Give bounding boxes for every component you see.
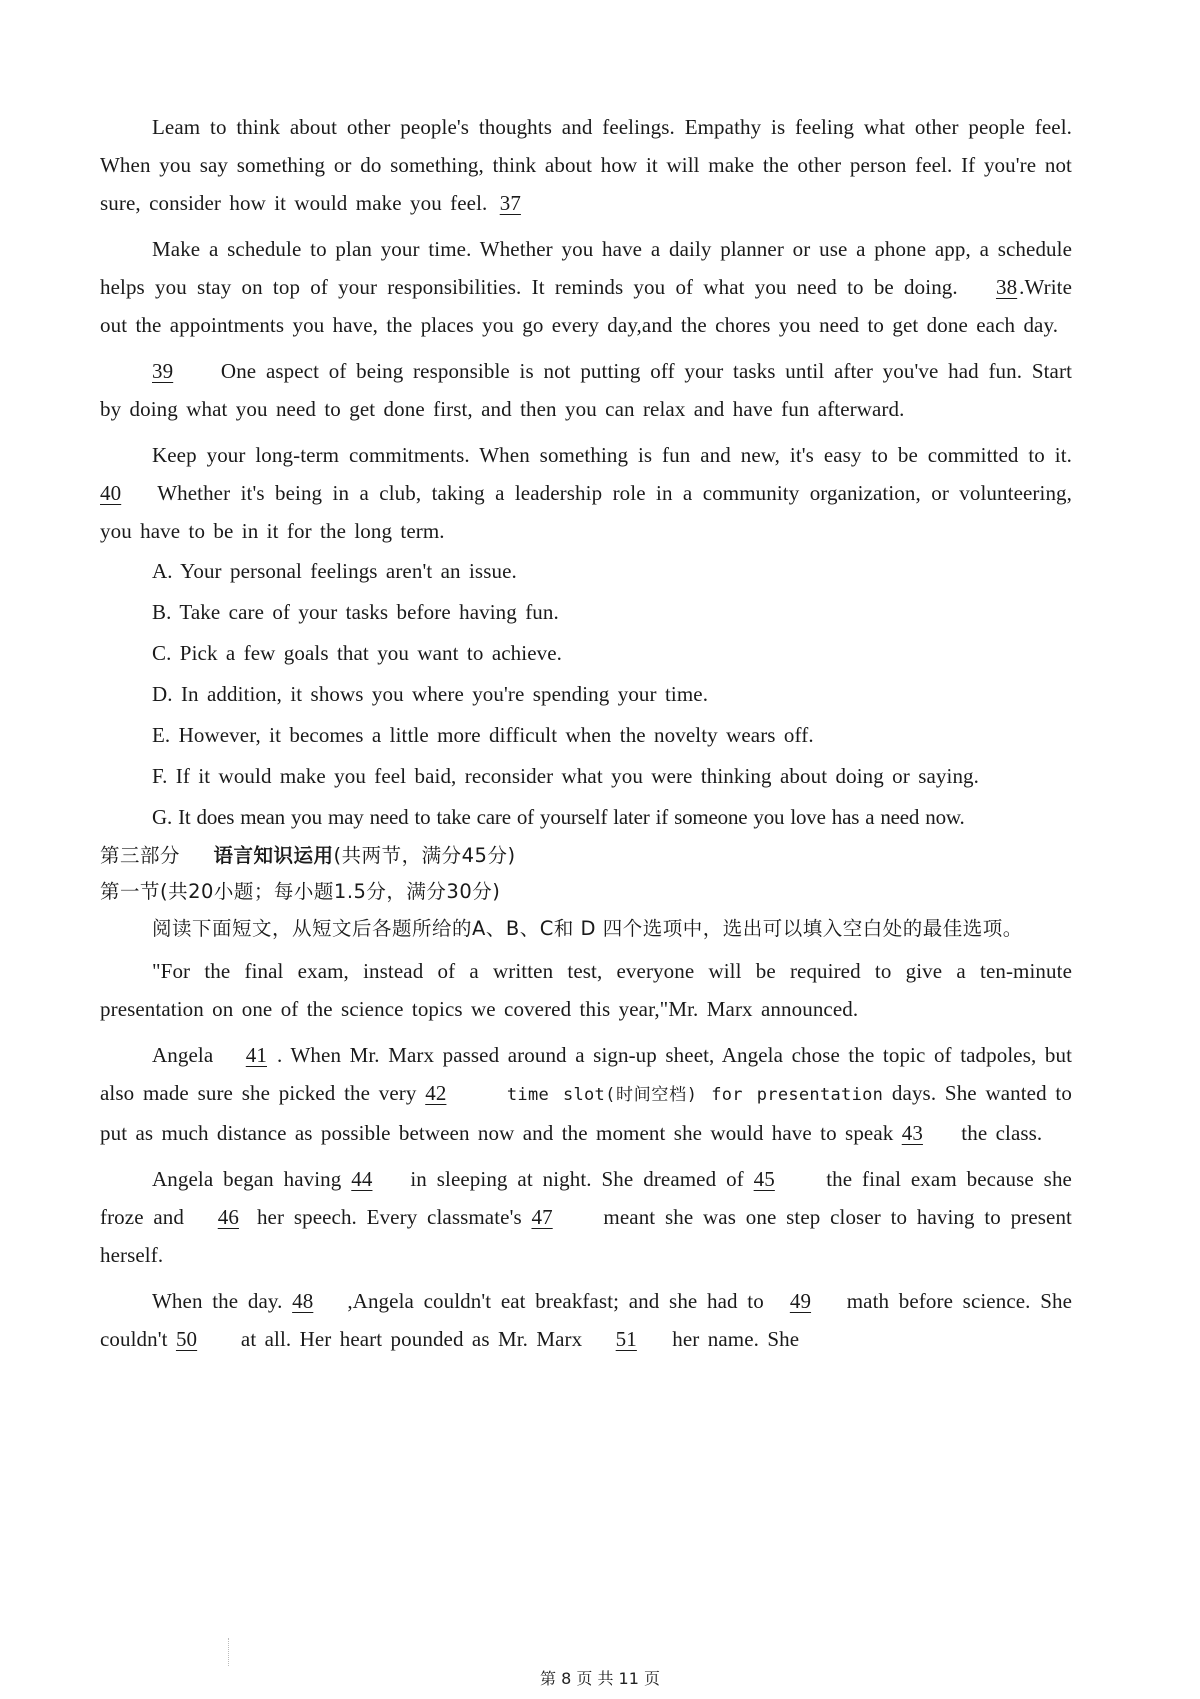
option-d: D. In addition, it shows you where you're spending your time. [152, 682, 709, 706]
blank-38: 38 [995, 275, 1018, 299]
blank-49: 49 [789, 1289, 812, 1313]
page-footer: 第 8 页 共 11 页 [540, 1669, 660, 1688]
paragraph-text: in sleeping at night. She dreamed of [400, 1167, 754, 1191]
paragraph-responsible [100, 352, 1072, 428]
blank-40: 40 [100, 481, 122, 505]
paragraph-schedule [100, 230, 1072, 344]
time-slot-text: time slot(时间空档) for presentation [506, 1085, 884, 1105]
paragraph-text: at all. Her heart pounded as Mr. Marx [232, 1327, 591, 1351]
paragraph-text: Make a schedule to plan your time. Whether you have a daily planner or use a phone app, a schedule helps you stay on top of your responsibilities. It reminds you of what you need to be doing. [100, 237, 1072, 299]
option-c: C. Pick a few goals that you want to achieve. [152, 641, 562, 665]
part-title: 语言知识运用 [213, 844, 334, 867]
paragraph-empathy [100, 108, 1072, 222]
blank-39: 39 [152, 359, 174, 383]
blank-48: 48 [292, 1289, 314, 1313]
paragraph-text: Angela [152, 1043, 222, 1067]
paragraph-text: Angela began having [152, 1167, 352, 1191]
blank-42: 42 [425, 1081, 447, 1105]
paragraph-text: math before science. She couldn't [100, 1289, 1072, 1351]
paragraph-text: her name. She [663, 1327, 800, 1351]
paragraph-text: When the day. [152, 1289, 293, 1313]
page-content [100, 108, 1072, 1366]
part-label: 第三部分 [100, 844, 181, 867]
options-list [100, 556, 1072, 832]
section-heading [100, 838, 1072, 874]
paragraph-text: days. She wanted to put as much distance as possible between now and the moment she would have to speak [100, 1081, 1072, 1145]
part-note: (共两节，满分45分) [333, 844, 516, 867]
passage-paragraph-1: "For the final exam, instead of a written test, everyone will be required to give a ten-minute presentation on one of the science topics we covered this year,"Mr. Marx announced. [100, 959, 1072, 1021]
blank-37: 37 [499, 191, 521, 215]
blank-43: 43 [901, 1121, 923, 1145]
blank-51: 51 [615, 1327, 637, 1351]
paragraph-text: the final exam because she froze and [100, 1167, 1072, 1229]
blank-44: 44 [351, 1167, 373, 1191]
passage-paragraph-4 [100, 1282, 1072, 1358]
blank-47: 47 [531, 1205, 553, 1229]
paragraph-text: ,Angela couldn't eat breakfast; and she had to [347, 1289, 764, 1313]
paragraph-text: .Write out the appointments you have, the places you go every day,and the chores you need to get done each day. [100, 275, 1072, 337]
passage-paragraph-2 [100, 1036, 1072, 1152]
option-g: G. It does mean you may need to take care of yourself later if someone you love has a need now. [152, 805, 965, 829]
blank-45: 45 [753, 1167, 775, 1191]
paragraph-text: her speech. Every classmate's [256, 1205, 532, 1229]
paragraph-text: One aspect of being responsible is not putting off your tasks until after you've had fun. Start by doing what you need to get done first, and then you can relax and have fun afterward. [100, 359, 1072, 421]
paragraph-text: the class. [952, 1121, 1043, 1145]
paragraph-text: Leam to think about other people's thoughts and feelings. Empathy is feeling what other people feel. When you say something or do something, think about how it will make the other person feel. If you're not sure, consider how it would make you feel. [100, 115, 1072, 215]
blank-46: 46 [217, 1205, 239, 1229]
paragraph-text: meant she was one step closer to having to present herself. [100, 1205, 1072, 1267]
blank-41: 41 [245, 1043, 267, 1067]
margin-dotted-mark [228, 1638, 230, 1666]
option-f: F. If it would make you feel baid, reconsider what you were thinking about doing or saying. [152, 764, 979, 788]
sub-section-heading: 第一节(共20小题；每小题1.5分，满分30分) [100, 880, 501, 903]
blank-50: 50 [175, 1327, 198, 1351]
option-e: E. However, it becomes a little more difficult when the novelty wears off. [152, 723, 814, 747]
option-b: B. Take care of your tasks before having fun. [152, 600, 559, 624]
instruction: 阅读下面短文，从短文后各题所给的A、B、C和 D 四个选项中，选出可以填入空白处的最佳选项。 [152, 917, 1023, 940]
paragraph-text: Whether it's being in a club, taking a leadership role in a community organization, or volunteering, you have to be in it for the long term. [100, 481, 1072, 543]
paragraph-text: Keep your long-term commitments. When something is fun and new, it's easy to be committed to it. [152, 443, 1072, 467]
paragraph-commitments [100, 436, 1072, 550]
option-a: A. Your personal feelings aren't an issue. [152, 559, 517, 583]
passage-paragraph-3 [100, 1160, 1072, 1274]
paragraph-text: . When Mr. Marx passed around a sign-up sheet, Angela chose the topic of tadpoles, but also made sure she picked the very [100, 1043, 1072, 1105]
